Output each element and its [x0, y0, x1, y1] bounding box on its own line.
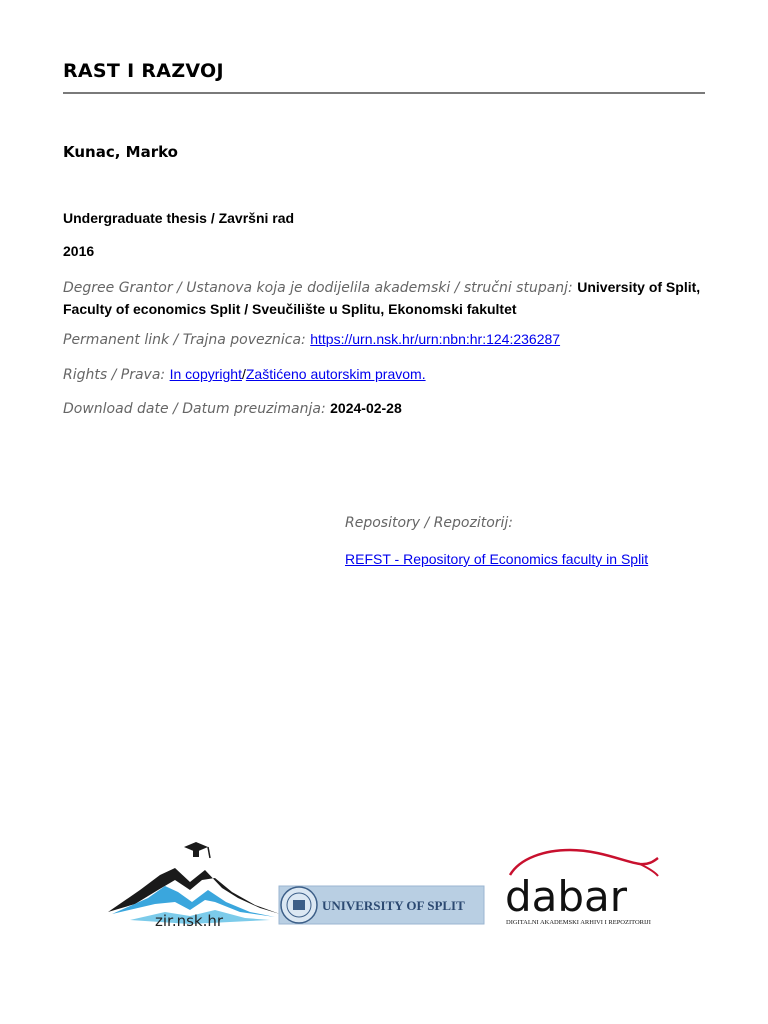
- rights-row: [63, 366, 426, 383]
- rights-label: Rights / Prava:: [63, 367, 166, 383]
- download-date-label: Download date / Datum preuzimanja:: [63, 401, 326, 417]
- thesis-type: Undergraduate thesis / Završni rad: [63, 210, 295, 226]
- repository-link[interactable]: REFST - Repository of Economics faculty in Split: [345, 551, 649, 567]
- dabar-logo-text: dabar: [505, 872, 628, 921]
- rights-separator: /: [241, 366, 246, 382]
- repository-label: Repository / Repozitorij:: [345, 515, 514, 531]
- dabar-logo-subtitle: DIGITALNI AKADEMSKI ARHIVI I REPOZITORIJI: [506, 919, 651, 926]
- degree-grantor: [63, 277, 703, 321]
- zasticeno-link[interactable]: Zaštićeno autorskim pravom.: [245, 366, 426, 382]
- footer-logos: [0, 820, 768, 950]
- university-logo-text: UNIVERSITY OF SPLIT: [322, 898, 465, 913]
- permanent-link-label: Permanent link / Trajna poveznica:: [63, 332, 306, 348]
- author-name: Kunac, Marko: [63, 143, 178, 161]
- title-divider: [63, 92, 705, 94]
- zir-logo-text: zir.nsk.hr: [155, 912, 224, 930]
- thesis-year: 2016: [63, 243, 95, 259]
- degree-grantor-value: University of Split, Faculty of economics Split / Sveučilište u Splitu, Ekonomski fakultet: [63, 279, 701, 317]
- download-date-row: [63, 400, 402, 417]
- download-date-value: 2024-02-28: [330, 400, 402, 416]
- in-copyright-link[interactable]: In copyright: [169, 366, 242, 382]
- permanent-link-row: [63, 331, 560, 348]
- degree-grantor-label: Degree Grantor / Ustanova koja je dodijelila akademski / stručni stupanj:: [63, 280, 573, 296]
- zir-logo: [108, 842, 280, 930]
- dabar-logo: [505, 850, 658, 926]
- document-title: RAST I RAZVOJ: [63, 60, 224, 82]
- university-logo: [279, 886, 484, 924]
- permanent-link[interactable]: https://urn.nsk.hr/urn:nbn:hr:124:236287: [310, 331, 561, 347]
